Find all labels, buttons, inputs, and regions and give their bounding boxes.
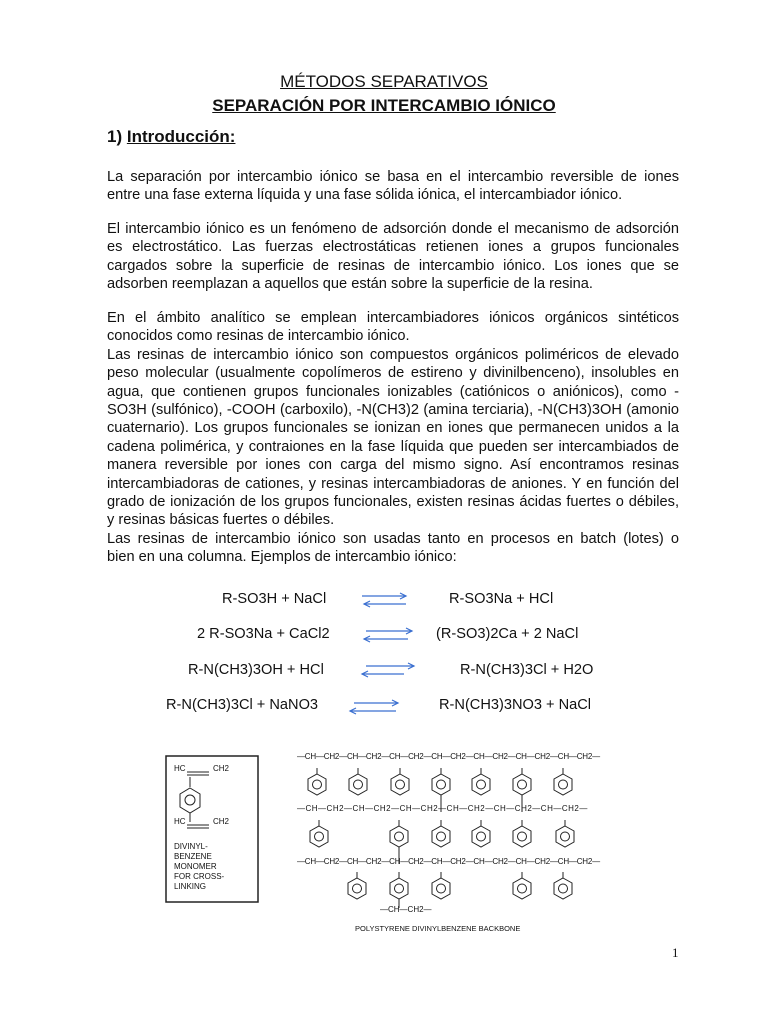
paragraph-2 <box>107 220 679 294</box>
monomer-caption-line: FOR CROSS- <box>174 872 225 881</box>
para3-line: manera reversible por iones con carga del mismo signo. Así encontramos resinas <box>107 457 679 474</box>
equilibrium-arrow-icon <box>362 625 414 645</box>
equilibrium-arrow-icon <box>360 590 410 610</box>
chain-row-3: —CH—CH2—CH—CH2—CH—CH2—CH—CH2—CH—CH2—CH—CH2—CH—CH2— <box>297 857 600 866</box>
paragraph-1 <box>107 168 679 205</box>
section-label: Introducción: <box>126 127 236 146</box>
equation-3-left: R-N(CH3)3OH + HCl <box>188 662 324 678</box>
para3-line: bien en una columna. Ejemplos de intercambio iónico: <box>107 549 457 566</box>
monomer-caption-line: DIVINYL- <box>174 842 208 851</box>
doc-subtitle: SEPARACIÓN POR INTERCAMBIO IÓNICO <box>212 96 556 115</box>
para3-line: y resinas básicas fuertes o débiles. <box>107 512 335 529</box>
benzene-rings-figure <box>295 758 615 908</box>
equation-2-left: 2 R-SO3Na + CaCl2 <box>197 626 330 642</box>
chain-row-2: —CH—CH2—CH—CH2—CH—CH2—CH—CH2—CH—CH2—CH—CH2— <box>297 804 588 813</box>
paragraph-3 <box>107 309 679 567</box>
equation-3-right: R-N(CH3)3Cl + H2O <box>460 662 594 678</box>
monomer-caption-line: MONOMER <box>174 862 217 871</box>
equilibrium-arrow-icon <box>360 660 416 680</box>
page-number: 1 <box>672 945 679 960</box>
monomer-label: CH2 <box>213 817 230 826</box>
monomer-caption-line: BENZENE <box>174 852 212 861</box>
backbone-caption: POLYSTYRENE DIVINYLBENZENE BACKBONE <box>355 924 521 933</box>
para2-line: El intercambio iónico es un fenómeno de adsorción donde el mecanismo de adsorción <box>107 221 679 237</box>
chain-row-1: —CH—CH2—CH—CH2—CH—CH2—CH—CH2—CH—CH2—CH—CH2—CH—CH2— <box>297 752 600 761</box>
para3-line: Las resinas de intercambio iónico son usadas tanto en procesos en batch (lotes) o <box>107 530 679 547</box>
para3-line: grado de ionización de los grupos funcionales, existen resinas ácidas fuertes o débiles, <box>107 494 679 511</box>
equation-1-left: R-SO3H + NaCl <box>222 591 327 607</box>
monomer-caption <box>174 842 224 892</box>
para3-line: intercambiadoras de cationes, y resinas intercambiadoras de aniones. Y en función del <box>107 475 679 492</box>
equation-4-right: R-N(CH3)3NO3 + NaCl <box>439 697 592 713</box>
equilibrium-arrow-icon <box>348 697 400 717</box>
monomer-label: CH2 <box>213 764 230 773</box>
para1-line: La separación por intercambio iónico se basa en el intercambio reversible de iones <box>107 169 679 185</box>
para2-line: es electrostático. Las fuerzas electrostáticas retienen iones a grupos funcionales <box>107 239 679 256</box>
para1-line: entre una fase externa líquida y una fase sólida iónica, el intercambiador iónico. <box>107 187 623 204</box>
monomer-label: HC <box>174 764 186 773</box>
para3-line: En el ámbito analítico se emplean intercambiadores iónicos orgánicos sintéticos <box>107 310 679 326</box>
para2-line: cargados sobre la superficie de resinas de intercambio iónico. Los iones que se <box>107 257 679 274</box>
para3-line: cadena polimérica, y contraiones en la fase líquida que pueden ser intercambiados de <box>107 438 679 455</box>
monomer-caption-line: LINKING <box>174 882 207 891</box>
para3-line: cuaternario). Los grupos funcionales se ionizan en iones que permanecen unidos a la <box>107 420 679 437</box>
chain-tail: —CH—CH2— <box>380 905 432 914</box>
para3-line: SO3H (sulfónico), -COOH (carboxilo), -N(CH3)2 (amina terciaria), -N(CH3)3OH (amonio <box>107 402 679 419</box>
monomer-label: HC <box>174 817 186 826</box>
equation-1-right: R-SO3Na + HCl <box>449 591 554 607</box>
section-number: 1) <box>107 127 123 146</box>
para3-line: agua, que contienen grupos funcionales ionizables (catiónicos o aniónicos), como - <box>107 383 679 400</box>
para3-line: conocidos como resinas de intercambio iónico. <box>107 328 410 345</box>
equation-2-right: (R-SO3)2Ca + 2 NaCl <box>436 626 579 642</box>
section-heading <box>107 127 235 147</box>
para2-line: adsorben reemplazan a aquellos que están sobre la superficie de la resina. <box>107 276 593 293</box>
para3-line: peso molecular (usualmente copolímeros de estireno y divinilbenceno), insolubles en <box>107 365 679 382</box>
doc-title: MÉTODOS SEPARATIVOS <box>280 72 488 91</box>
para3-line: Las resinas de intercambio iónico son compuestos orgánicos poliméricos de elevado <box>107 346 679 363</box>
equation-4-left: R-N(CH3)3Cl + NaNO3 <box>166 697 319 713</box>
